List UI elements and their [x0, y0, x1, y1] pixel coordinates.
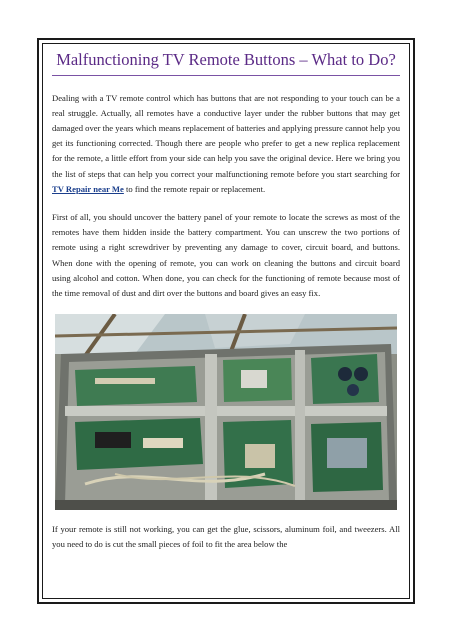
page-inner-frame [42, 43, 410, 599]
tv-internals-photo [55, 314, 397, 510]
page-frame [37, 38, 415, 604]
paragraph-intro-tail: to find the remote repair or replacement. [123, 183, 266, 194]
document-body [43, 44, 409, 553]
page-title: Malfunctioning TV Remote Buttons – What to Do? [56, 50, 396, 69]
tv-repair-link[interactable]: TV Repair near Me [52, 183, 124, 194]
title-divider [52, 75, 400, 76]
paragraph-intro-text: Dealing with a TV remote control which has buttons that are not responding to your touch can be a real struggle. Actually, all remotes have a conductive layer under the rubber buttons that may get damaged over the years which means replacement of batteries and applying pressure cannot help you get its functioning corrected. Though there are people who prefer to get a new replica replacement for the remote, a little effort from your side can help you save the original device. Here we bring you the list of steps that can help you correct your malfunctioning remote before you start searching for [52, 92, 400, 179]
paragraph-intro [52, 91, 400, 197]
paragraph-steps: First of all, you should uncover the battery panel of your remote to locate the screws as most of the remotes have them hidden inside the battery compartment. You can unscrew the two portions of remote using a right screwdriver by preventing any damage to cover, circuit board, and buttons. When done with the opening of remote, you can work on cleaning the buttons and circuit board using alcohol and cotton. When done, you can check for the functioning of remote because most of the time removal of dust and dirt over the buttons and board gives an easy fix. [52, 212, 400, 299]
paragraph-foil-fix: If your remote is still not working, you can get the glue, scissors, aluminum foil, and tweezers. All you need to do is cut the small pieces of foil to fit the area below the [52, 524, 400, 550]
